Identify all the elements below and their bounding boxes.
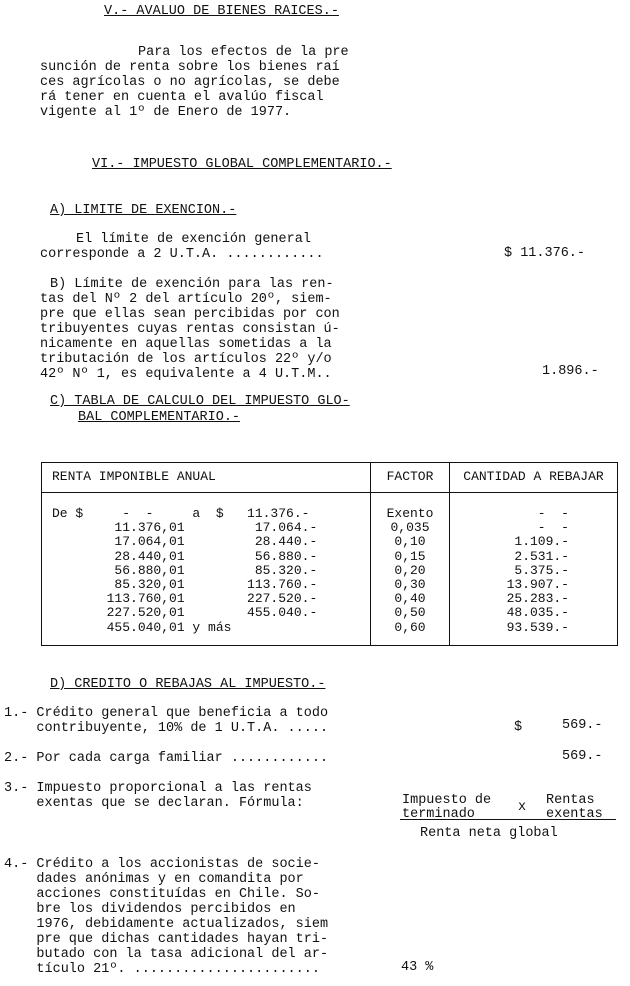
formula-times: x bbox=[518, 800, 527, 815]
section-v-title: V.- AVALUO DE BIENES RAICES.- bbox=[104, 4, 339, 19]
renta-cell: 28.440,01 56.880.- bbox=[52, 548, 318, 564]
renta-cell: 11.376,01 17.064.- bbox=[52, 520, 318, 536]
subsection-b-line: tribuyentes cuyas rentas consistan ú- bbox=[40, 322, 340, 337]
formula-numerator-1b: terminado bbox=[402, 807, 475, 822]
renta-cell: 56.880,01 85.320.- bbox=[52, 562, 318, 578]
credit-item-4-line: acciones constituídas en Chile. So- bbox=[4, 887, 320, 902]
cantidad-column bbox=[450, 493, 618, 646]
subsection-c-title: C) TABLA DE CALCULO DEL IMPUESTO GLO- bbox=[50, 394, 350, 409]
credit-item-4-line: tículo 21º. ....................... bbox=[4, 962, 320, 977]
renta-cell: 455.040,01 y más bbox=[52, 619, 232, 635]
subsection-b-line: nicamente en aquellas sometidas a la bbox=[40, 337, 332, 352]
renta-cell: De $ - - a $ 11.376.- bbox=[52, 506, 310, 521]
tax-table bbox=[41, 462, 618, 646]
credit-item-4-line: pre que dichas cantidades hayan tri- bbox=[4, 932, 329, 947]
subsection-a-amount: $ 11.376.- bbox=[504, 246, 586, 261]
subsection-b-line: tributación de los artículos 22º y/o bbox=[40, 352, 332, 367]
section-v-para-line: vigente al 1º de Enero de 1977. bbox=[40, 105, 292, 120]
credit-item-2-amount: 569.- bbox=[562, 749, 603, 764]
credit-item-4-line: bre los dividendos percibidos en bbox=[4, 902, 296, 917]
cantidad-cell: 93.539.- bbox=[506, 619, 569, 635]
cantidad-cell: 48.035.- bbox=[506, 605, 569, 621]
credit-item-1-amount: 569.- bbox=[562, 718, 603, 733]
factor-column bbox=[371, 493, 450, 646]
subsection-a-title: A) LIMITE DE EXENCION.- bbox=[50, 203, 237, 218]
formula-numerator-1: Impuesto de bbox=[402, 793, 492, 808]
credit-item-3-line: exentas que se declaran. Fórmula: bbox=[4, 796, 304, 811]
credit-item-4-line: 4.- Crédito a los accionistas de socie- bbox=[4, 857, 320, 872]
factor-cell: 0,20 bbox=[394, 562, 426, 578]
header-factor: FACTOR bbox=[371, 463, 450, 493]
renta-cell: 17.064,01 28.440.- bbox=[52, 534, 318, 550]
factor-cell: 0,10 bbox=[394, 534, 426, 550]
credit-item-4-line: 1976, debidamente actualizados, siem bbox=[4, 917, 329, 932]
credit-item-1-line: contribuyente, 10% de 1 U.T.A. ..... bbox=[4, 721, 329, 736]
renta-column bbox=[42, 493, 371, 646]
subsection-b-line: pre que ellas sean percibidas por con bbox=[40, 307, 340, 322]
section-vi-title: VI.- IMPUESTO GLOBAL COMPLEMENTARIO.- bbox=[92, 157, 392, 172]
factor-cell: 0,50 bbox=[394, 605, 426, 621]
tax-table-header bbox=[42, 463, 618, 493]
credit-item-4-amount: 43 % bbox=[401, 960, 434, 975]
cantidad-cell: 13.907.- bbox=[506, 576, 569, 592]
cantidad-cell: - - bbox=[537, 520, 569, 536]
renta-cell: 85.320,01 113.760.- bbox=[52, 576, 318, 592]
cantidad-cell: 1.109.- bbox=[514, 534, 569, 550]
header-renta: RENTA IMPONIBLE ANUAL bbox=[42, 463, 371, 493]
subsection-b-line: 42º Nº 1, es equivalente a 4 U.T.M.. bbox=[40, 367, 332, 382]
credit-item-2: 2.- Por cada carga familiar ............ bbox=[4, 751, 329, 766]
factor-cell: 0,60 bbox=[394, 619, 426, 635]
subsection-a-line: El límite de exención general bbox=[76, 232, 311, 247]
cantidad-cell: - - bbox=[537, 506, 569, 521]
factor-cell: 0,035 bbox=[390, 520, 430, 536]
formula-fraction-bar bbox=[400, 819, 616, 820]
credit-item-4-line: dades anónimas y en comandita por bbox=[4, 872, 304, 887]
credit-item-4-line: butado con la tasa adicional del ar- bbox=[4, 947, 329, 962]
factor-cell: 0,15 bbox=[394, 548, 426, 564]
formula-numerator-2b: exentas bbox=[546, 807, 603, 822]
section-v-para-line: sunción de renta sobre los bienes raí bbox=[40, 60, 340, 75]
tax-table-body bbox=[42, 493, 618, 646]
cantidad-cell: 5.375.- bbox=[514, 562, 569, 578]
subsection-c-title-cont: BAL COMPLEMENTARIO.- bbox=[78, 410, 241, 425]
section-v-para-line: rá tener en cuenta el avalúo fiscal bbox=[40, 90, 324, 105]
renta-cell: 227.520,01 455.040.- bbox=[52, 605, 318, 621]
renta-cell: 113.760,01 227.520.- bbox=[52, 591, 318, 607]
header-cantidad: CANTIDAD A REBAJAR bbox=[450, 463, 618, 493]
subsection-b-line: tas del Nº 2 del artículo 20º, siem- bbox=[40, 292, 332, 307]
cantidad-cell: 2.531.- bbox=[514, 548, 569, 564]
factor-cell: 0,40 bbox=[394, 591, 426, 607]
section-v-para-line: Para los efectos de la pre bbox=[138, 45, 349, 60]
credit-item-3-line: 3.- Impuesto proporcional a las rentas bbox=[4, 781, 312, 796]
credit-item-1-dollar: $ bbox=[514, 720, 523, 735]
factor-cell: Exento bbox=[386, 506, 434, 521]
factor-cell: 0,30 bbox=[394, 576, 426, 592]
subsection-b-amount: 1.896.- bbox=[542, 364, 599, 379]
subsection-d-title: D) CREDITO O REBAJAS AL IMPUESTO.- bbox=[50, 677, 326, 692]
subsection-b-line: B) Límite de exención para las ren- bbox=[50, 277, 334, 292]
cantidad-cell: 25.283.- bbox=[506, 591, 569, 607]
credit-item-1-line: 1.- Crédito general que beneficia a todo bbox=[4, 706, 329, 721]
section-v-para-line: ces agrícolas o no agrícolas, se debe bbox=[40, 75, 340, 90]
formula-denominator: Renta neta global bbox=[420, 826, 558, 841]
formula-numerator-2: Rentas bbox=[546, 793, 595, 808]
subsection-a-line: corresponde a 2 U.T.A. ............ bbox=[40, 247, 324, 262]
